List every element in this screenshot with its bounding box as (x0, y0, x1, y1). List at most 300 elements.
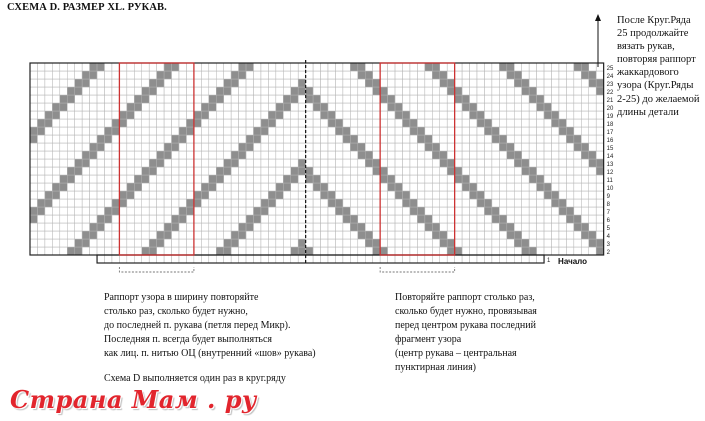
filled-stitch (335, 207, 342, 215)
stitch-cell (566, 199, 573, 207)
stitch-cell (306, 111, 313, 119)
stitch-cell (157, 135, 164, 143)
stitch-cell (231, 255, 238, 263)
filled-stitch (581, 143, 588, 151)
filled-stitch (343, 207, 350, 215)
stitch-cell (529, 199, 536, 207)
stitch-cell (268, 103, 275, 111)
stitch-cell (127, 87, 134, 95)
filled-stitch (246, 143, 253, 151)
stitch-cell (164, 103, 171, 111)
stitch-cell (194, 95, 201, 103)
stitch-cell (403, 223, 410, 231)
stitch-cell (37, 183, 44, 191)
stitch-cell (291, 159, 298, 167)
stitch-cell (425, 119, 432, 127)
stitch-cell (164, 247, 171, 255)
stitch-cell (261, 223, 268, 231)
stitch-cell (380, 215, 387, 223)
stitch-cell (90, 167, 97, 175)
stitch-cell (365, 143, 372, 151)
stitch-cell (254, 167, 261, 175)
stitch-cell (432, 167, 439, 175)
stitch-cell (425, 159, 432, 167)
stitch-cell (410, 223, 417, 231)
stitch-cell (313, 111, 320, 119)
stitch-cell (440, 175, 447, 183)
stitch-cell (82, 111, 89, 119)
stitch-cell (365, 191, 372, 199)
filled-stitch (403, 119, 410, 127)
stitch-cell (179, 103, 186, 111)
stitch-cell (462, 207, 469, 215)
stitch-cell (343, 159, 350, 167)
filled-stitch (209, 103, 216, 111)
filled-stitch (470, 103, 477, 111)
left-caption-subline: Схема D выполняется один раз в круг.ряду (104, 373, 286, 384)
left-caption-line: столько раз, сколько будет нужно, (104, 306, 248, 317)
stitch-cell (388, 231, 395, 239)
filled-stitch (321, 111, 328, 119)
filled-stitch (596, 87, 603, 95)
stitch-cell (283, 135, 290, 143)
stitch-cell (186, 239, 193, 247)
stitch-cell (432, 111, 439, 119)
filled-stitch (105, 127, 112, 135)
filled-stitch (395, 191, 402, 199)
stitch-cell (514, 183, 521, 191)
stitch-cell (313, 87, 320, 95)
filled-stitch (82, 239, 89, 247)
stitch-cell (298, 207, 305, 215)
stitch-cell (507, 103, 514, 111)
stitch-cell (134, 199, 141, 207)
stitch-cell (484, 103, 491, 111)
filled-stitch (440, 79, 447, 87)
filled-stitch (574, 63, 581, 71)
stitch-cell (477, 63, 484, 71)
stitch-cell (380, 103, 387, 111)
stitch-cell (75, 183, 82, 191)
stitch-cell (246, 151, 253, 159)
row-number: 18 (606, 122, 614, 128)
stitch-cell (455, 159, 462, 167)
filled-stitch (52, 103, 59, 111)
stitch-cell (97, 191, 104, 199)
stitch-cell (134, 79, 141, 87)
filled-stitch (119, 191, 126, 199)
stitch-cell (574, 111, 581, 119)
stitch-cell (470, 215, 477, 223)
stitch-cell (455, 63, 462, 71)
stitch-cell (499, 231, 506, 239)
stitch-cell (432, 127, 439, 135)
filled-stitch (566, 207, 573, 215)
stitch-cell (403, 215, 410, 223)
stitch-cell (380, 159, 387, 167)
stitch-cell (566, 247, 573, 255)
stitch-cell (134, 167, 141, 175)
stitch-cell (380, 231, 387, 239)
stitch-cell (298, 143, 305, 151)
filled-stitch (194, 111, 201, 119)
stitch-cell (149, 103, 156, 111)
stitch-cell (522, 199, 529, 207)
stitch-cell (75, 207, 82, 215)
stitch-cell (67, 111, 74, 119)
filled-stitch (224, 79, 231, 87)
stitch-cell (157, 215, 164, 223)
stitch-cell (417, 119, 424, 127)
stitch-cell (90, 183, 97, 191)
filled-stitch (179, 127, 186, 135)
stitch-cell (470, 223, 477, 231)
stitch-cell (246, 167, 253, 175)
row-number: 14 (606, 154, 614, 160)
filled-stitch (514, 159, 521, 167)
stitch-cell (462, 63, 469, 71)
stitch-cell (462, 159, 469, 167)
stitch-cell (358, 159, 365, 167)
stitch-cell (224, 231, 231, 239)
stitch-cell (261, 87, 268, 95)
stitch-cell (134, 63, 141, 71)
stitch-cell (261, 255, 268, 263)
stitch-cell (470, 207, 477, 215)
stitch-cell (328, 159, 335, 167)
stitch-cell (231, 143, 238, 151)
stitch-cell (447, 199, 454, 207)
stitch-cell (350, 207, 357, 215)
stitch-cell (365, 175, 372, 183)
filled-stitch (462, 175, 469, 183)
stitch-cell (239, 183, 246, 191)
stitch-cell (134, 111, 141, 119)
stitch-cell (82, 95, 89, 103)
stitch-cell (425, 191, 432, 199)
stitch-cell (119, 71, 126, 79)
stitch-cell (254, 175, 261, 183)
stitch-cell (298, 191, 305, 199)
stitch-cell (30, 191, 37, 199)
stitch-cell (75, 71, 82, 79)
filled-stitch (276, 191, 283, 199)
stitch-cell (335, 255, 342, 263)
stitch-cell (440, 167, 447, 175)
stitch-cell (477, 215, 484, 223)
stitch-cell (67, 239, 74, 247)
stitch-cell (380, 191, 387, 199)
filled-stitch (380, 175, 387, 183)
filled-stitch (261, 127, 268, 135)
stitch-cell (507, 135, 514, 143)
stitch-cell (209, 223, 216, 231)
stitch-cell (194, 183, 201, 191)
stitch-cell (306, 255, 313, 263)
stitch-cell (254, 183, 261, 191)
stitch-cell (544, 167, 551, 175)
stitch-cell (432, 255, 439, 263)
filled-stitch (97, 143, 104, 151)
filled-stitch (172, 135, 179, 143)
stitch-cell (97, 247, 104, 255)
stitch-cell (574, 95, 581, 103)
stitch-cell (276, 207, 283, 215)
filled-stitch (432, 71, 439, 79)
stitch-cell (179, 119, 186, 127)
stitch-cell (246, 239, 253, 247)
stitch-cell (581, 175, 588, 183)
stitch-cell (179, 71, 186, 79)
stitch-cell (291, 255, 298, 263)
stitch-cell (112, 175, 119, 183)
stitch-cell (477, 151, 484, 159)
stitch-cell (425, 175, 432, 183)
stitch-cell (268, 79, 275, 87)
stitch-cell (313, 199, 320, 207)
stitch-cell (589, 215, 596, 223)
filled-stitch (574, 223, 581, 231)
stitch-cell (395, 239, 402, 247)
stitch-cell (335, 95, 342, 103)
stitch-cell (194, 151, 201, 159)
filled-stitch (380, 87, 387, 95)
stitch-cell (276, 239, 283, 247)
stitch-cell (380, 183, 387, 191)
filled-stitch (365, 151, 372, 159)
stitch-cell (67, 63, 74, 71)
right-caption-line: фрагмент узора (395, 334, 462, 345)
stitch-cell (514, 127, 521, 135)
stitch-cell (373, 183, 380, 191)
stitch-cell (410, 175, 417, 183)
stitch-cell (105, 231, 112, 239)
stitch-cell (350, 111, 357, 119)
stitch-cell (75, 127, 82, 135)
stitch-cell (529, 79, 536, 87)
stitch-cell (298, 199, 305, 207)
stitch-cell (559, 167, 566, 175)
stitch-cell (276, 167, 283, 175)
stitch-cell (499, 175, 506, 183)
stitch-cell (537, 247, 544, 255)
stitch-cell (231, 215, 238, 223)
stitch-cell (574, 127, 581, 135)
stitch-cell (209, 239, 216, 247)
stitch-cell (470, 199, 477, 207)
filled-stitch (201, 103, 208, 111)
stitch-cell (328, 63, 335, 71)
stitch-cell (75, 103, 82, 111)
stitch-cell (179, 247, 186, 255)
stitch-cell (537, 119, 544, 127)
stitch-cell (410, 255, 417, 263)
stitch-cell (559, 231, 566, 239)
stitch-cell (403, 239, 410, 247)
filled-stitch (529, 167, 536, 175)
filled-stitch (492, 127, 499, 135)
stitch-cell (447, 63, 454, 71)
stitch-cell (283, 223, 290, 231)
stitch-cell (574, 199, 581, 207)
stitch-cell (373, 215, 380, 223)
filled-stitch (216, 175, 223, 183)
stitch-cell (52, 175, 59, 183)
stitch-cell (90, 247, 97, 255)
stitch-cell (432, 239, 439, 247)
stitch-cell (37, 239, 44, 247)
filled-stitch (403, 191, 410, 199)
stitch-cell (596, 175, 603, 183)
stitch-cell (239, 103, 246, 111)
stitch-cell (209, 247, 216, 255)
stitch-cell (291, 79, 298, 87)
stitch-cell (52, 247, 59, 255)
filled-stitch (149, 167, 156, 175)
stitch-cell (596, 135, 603, 143)
filled-stitch (328, 119, 335, 127)
stitch-cell (149, 199, 156, 207)
stitch-cell (596, 71, 603, 79)
stitch-cell (224, 183, 231, 191)
stitch-cell (105, 103, 112, 111)
filled-stitch (276, 183, 283, 191)
stitch-cell (149, 135, 156, 143)
stitch-cell (179, 191, 186, 199)
stitch-cell (328, 95, 335, 103)
stitch-cell (112, 103, 119, 111)
stitch-cell (268, 71, 275, 79)
stitch-cell (365, 127, 372, 135)
filled-stitch (417, 127, 424, 135)
stitch-cell (559, 151, 566, 159)
stitch-cell (373, 191, 380, 199)
filled-stitch (388, 175, 395, 183)
stitch-cell (365, 223, 372, 231)
stitch-cell (231, 63, 238, 71)
stitch-cell (134, 255, 141, 263)
stitch-cell (313, 135, 320, 143)
stitch-cell (97, 119, 104, 127)
stitch-cell (417, 239, 424, 247)
filled-stitch (552, 199, 559, 207)
stitch-cell (239, 247, 246, 255)
filled-stitch (499, 63, 506, 71)
stitch-cell (499, 79, 506, 87)
stitch-cell (97, 87, 104, 95)
stitch-cell (440, 215, 447, 223)
filled-stitch (172, 143, 179, 151)
stitch-cell (67, 71, 74, 79)
stitch-cell (142, 79, 149, 87)
stitch-cell (596, 231, 603, 239)
stitch-cell (276, 143, 283, 151)
stitch-cell (596, 183, 603, 191)
stitch-cell (164, 79, 171, 87)
stitch-cell (514, 95, 521, 103)
filled-stitch (395, 103, 402, 111)
stitch-cell (425, 239, 432, 247)
stitch-cell (105, 151, 112, 159)
stitch-cell (231, 183, 238, 191)
stitch-cell (477, 79, 484, 87)
filled-stitch (462, 95, 469, 103)
stitch-cell (343, 111, 350, 119)
stitch-cell (507, 79, 514, 87)
stitch-cell (306, 183, 313, 191)
stitch-cell (201, 95, 208, 103)
stitch-cell (268, 175, 275, 183)
stitch-cell (60, 159, 67, 167)
stitch-cell (246, 207, 253, 215)
stitch-cell (306, 215, 313, 223)
stitch-cell (30, 231, 37, 239)
stitch-cell (328, 255, 335, 263)
stitch-cell (425, 71, 432, 79)
stitch-cell (522, 223, 529, 231)
stitch-cell (403, 127, 410, 135)
stitch-cell (298, 231, 305, 239)
filled-stitch (507, 71, 514, 79)
stitch-cell (261, 191, 268, 199)
stitch-cell (350, 71, 357, 79)
stitch-cell (566, 63, 573, 71)
row-number: 15 (606, 146, 614, 152)
stitch-cell (328, 143, 335, 151)
stitch-cell (462, 111, 469, 119)
stitch-cell (97, 159, 104, 167)
stitch-cell (335, 151, 342, 159)
stitch-cell (119, 159, 126, 167)
stitch-cell (216, 71, 223, 79)
stitch-cell (30, 151, 37, 159)
stitch-cell (321, 71, 328, 79)
stitch-cell (179, 239, 186, 247)
stitch-cell (440, 95, 447, 103)
stitch-cell (194, 215, 201, 223)
stitch-cell (380, 151, 387, 159)
stitch-cell (105, 119, 112, 127)
stitch-cell (492, 167, 499, 175)
stitch-cell (75, 215, 82, 223)
left-caption-line: до последней п. рукава (петля перед Микр). (104, 320, 291, 331)
stitch-cell (75, 111, 82, 119)
stitch-cell (350, 167, 357, 175)
stitch-cell (179, 143, 186, 151)
chart-title: СХЕМА D. РАЗМЕР XL. РУКАВ. (7, 2, 167, 13)
stitch-cell (254, 71, 261, 79)
stitch-cell (142, 255, 149, 263)
stitch-cell (388, 111, 395, 119)
stitch-cell (566, 167, 573, 175)
stitch-cell (134, 71, 141, 79)
stitch-cell (119, 207, 126, 215)
stitch-cell (492, 79, 499, 87)
stitch-cell (239, 127, 246, 135)
stitch-cell (589, 111, 596, 119)
stitch-cell (514, 215, 521, 223)
stitch-cell (90, 215, 97, 223)
stitch-cell (216, 119, 223, 127)
stitch-cell (186, 247, 193, 255)
stitch-cell (30, 79, 37, 87)
filled-stitch (201, 191, 208, 199)
stitch-cell (254, 143, 261, 151)
stitch-cell (514, 207, 521, 215)
stitch-cell (298, 135, 305, 143)
stitch-cell (335, 215, 342, 223)
stitch-cell (127, 159, 134, 167)
